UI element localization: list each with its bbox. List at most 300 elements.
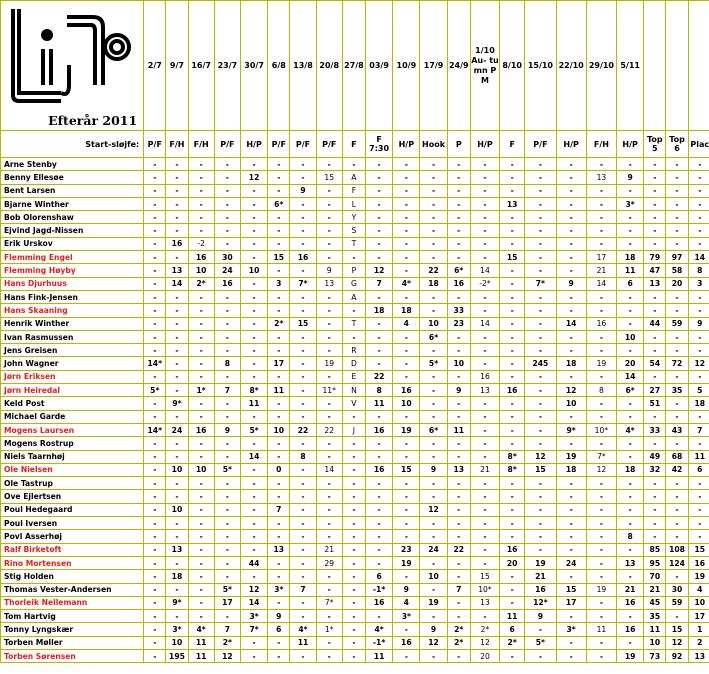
score-cell: -: [420, 171, 447, 184]
score-cell: D: [342, 357, 365, 370]
score-cell: -: [290, 649, 316, 662]
score-cell: -: [447, 184, 470, 197]
player-row: [1, 450, 709, 463]
summary-cell: 73: [644, 649, 666, 662]
score-cell: 5*: [240, 423, 267, 436]
start-loop-cell: P/F: [268, 131, 290, 158]
score-cell: 11: [188, 649, 214, 662]
score-cell: -: [316, 344, 342, 357]
summary-header: Top 6: [666, 131, 688, 158]
date-header: 20/8: [316, 1, 342, 131]
score-cell: 7: [447, 583, 470, 596]
summary-header-blank: [688, 1, 709, 131]
score-cell: 10: [617, 330, 644, 343]
score-cell: -: [525, 623, 556, 636]
score-cell: -: [342, 410, 365, 423]
score-cell: -: [366, 610, 393, 623]
score-cell: -: [342, 543, 365, 556]
score-cell: 9: [420, 463, 447, 476]
score-cell: -: [525, 437, 556, 450]
summary-cell: 49: [644, 450, 666, 463]
score-cell: -: [447, 211, 470, 224]
score-cell: -: [188, 304, 214, 317]
score-cell: 9: [447, 384, 470, 397]
score-cell: -: [366, 197, 393, 210]
score-cell: -: [556, 237, 586, 250]
score-cell: -: [500, 490, 525, 503]
score-cell: 4: [393, 317, 420, 330]
summary-cell: -: [666, 517, 688, 530]
score-cell: 14*: [144, 357, 166, 370]
score-cell: -: [144, 290, 166, 303]
score-cell: -: [240, 370, 267, 383]
score-cell: -: [586, 211, 616, 224]
score-cell: -: [144, 197, 166, 210]
player-name: Flemming Engel: [1, 251, 144, 264]
score-cell: -: [144, 649, 166, 662]
summary-cell: -: [644, 211, 666, 224]
date-header: 30/7: [240, 1, 267, 131]
score-cell: -: [470, 423, 499, 436]
score-cell: 10: [556, 397, 586, 410]
score-cell: -: [144, 211, 166, 224]
start-loop-row: [1, 131, 709, 158]
score-cell: -: [188, 437, 214, 450]
score-cell: -: [420, 211, 447, 224]
score-cell: -: [188, 290, 214, 303]
summary-cell: 42: [666, 463, 688, 476]
summary-cell: 15: [666, 623, 688, 636]
score-cell: -: [166, 517, 188, 530]
score-cell: -: [556, 304, 586, 317]
score-cell: 9: [393, 583, 420, 596]
score-cell: 17: [268, 357, 290, 370]
start-loop-cell: F/H: [188, 131, 214, 158]
score-cell: 7: [214, 623, 240, 636]
score-cell: -: [240, 211, 267, 224]
summary-cell: -: [688, 304, 709, 317]
score-cell: 14: [240, 450, 267, 463]
player-row: [1, 158, 709, 171]
score-cell: 15: [556, 583, 586, 596]
player-row: [1, 330, 709, 343]
score-cell: 19: [316, 357, 342, 370]
summary-cell: 14: [688, 251, 709, 264]
score-cell: -: [420, 397, 447, 410]
score-cell: 2*: [470, 623, 499, 636]
score-cell: -: [240, 357, 267, 370]
score-cell: -: [144, 277, 166, 290]
player-row: [1, 251, 709, 264]
score-cell: 10: [166, 463, 188, 476]
player-name: Hans Djurhuus: [1, 277, 144, 290]
summary-cell: -: [644, 503, 666, 516]
score-cell: 12: [556, 384, 586, 397]
score-cell: 16: [500, 543, 525, 556]
score-cell: -: [268, 450, 290, 463]
score-cell: -: [617, 437, 644, 450]
score-cell: 5*: [144, 384, 166, 397]
score-cell: 3*: [556, 623, 586, 636]
score-cell: -: [586, 610, 616, 623]
summary-cell: -: [644, 171, 666, 184]
score-cell: -: [470, 344, 499, 357]
score-cell: -: [420, 490, 447, 503]
score-cell: -: [240, 304, 267, 317]
summary-cell: 85: [644, 543, 666, 556]
score-cell: -: [393, 410, 420, 423]
score-cell: 16: [290, 251, 316, 264]
score-cell: -: [166, 251, 188, 264]
score-cell: -: [470, 184, 499, 197]
score-cell: -: [366, 171, 393, 184]
score-cell: -: [342, 649, 365, 662]
score-cell: -: [393, 171, 420, 184]
score-cell: -: [240, 317, 267, 330]
score-cell: -: [268, 224, 290, 237]
score-cell: -: [240, 197, 267, 210]
score-cell: -: [290, 503, 316, 516]
score-cell: 16: [447, 277, 470, 290]
score-cell: 13: [166, 264, 188, 277]
score-cell: E: [342, 370, 365, 383]
score-cell: -: [470, 251, 499, 264]
score-cell: -: [316, 197, 342, 210]
score-cell: -: [500, 277, 525, 290]
player-row: [1, 583, 709, 596]
score-cell: -: [342, 490, 365, 503]
score-cell: -: [240, 517, 267, 530]
score-cell: 2*: [214, 636, 240, 649]
summary-cell: 35: [644, 610, 666, 623]
score-cell: -: [214, 330, 240, 343]
score-cell: -: [393, 517, 420, 530]
score-cell: -: [366, 290, 393, 303]
score-cell: -: [617, 517, 644, 530]
score-cell: -: [316, 610, 342, 623]
score-cell: -: [316, 490, 342, 503]
score-cell: -: [316, 437, 342, 450]
summary-header: Top 5: [644, 131, 666, 158]
score-cell: -: [366, 437, 393, 450]
player-name: Bob Olorenshaw: [1, 211, 144, 224]
score-cell: -: [586, 437, 616, 450]
score-cell: -: [188, 503, 214, 516]
score-cell: -: [290, 530, 316, 543]
summary-cell: 12: [666, 636, 688, 649]
score-cell: -: [420, 251, 447, 264]
score-cell: -: [420, 477, 447, 490]
score-cell: -: [166, 304, 188, 317]
score-cell: -: [470, 304, 499, 317]
score-cell: R: [342, 344, 365, 357]
score-cell: -: [366, 224, 393, 237]
score-cell: -: [420, 290, 447, 303]
score-cell: 11*: [316, 384, 342, 397]
summary-cell: 3: [688, 277, 709, 290]
score-cell: -: [420, 370, 447, 383]
score-cell: -: [447, 570, 470, 583]
score-cell: -: [420, 384, 447, 397]
score-cell: -: [166, 610, 188, 623]
score-cell: -: [316, 517, 342, 530]
start-loop-cell: P: [447, 131, 470, 158]
score-cell: 10: [188, 463, 214, 476]
start-loop-cell: F/H: [166, 131, 188, 158]
score-cell: 11: [268, 384, 290, 397]
score-cell: 24: [166, 423, 188, 436]
score-cell: -: [166, 437, 188, 450]
player-row: [1, 277, 709, 290]
summary-cell: 45: [644, 596, 666, 609]
score-cell: -: [188, 317, 214, 330]
score-cell: -: [470, 171, 499, 184]
score-cell: J: [342, 423, 365, 436]
score-cell: -: [500, 437, 525, 450]
summary-cell: -: [666, 330, 688, 343]
player-name: Ole Nielsen: [1, 463, 144, 476]
score-cell: -: [290, 477, 316, 490]
score-cell: 6*: [447, 264, 470, 277]
score-cell: -: [188, 357, 214, 370]
score-cell: -: [240, 477, 267, 490]
score-cell: -: [214, 530, 240, 543]
score-cell: -: [447, 596, 470, 609]
score-cell: -: [342, 463, 365, 476]
score-cell: -: [366, 211, 393, 224]
score-cell: 20: [470, 649, 499, 662]
score-cell: -: [617, 477, 644, 490]
score-cell: -: [420, 344, 447, 357]
score-cell: -: [393, 450, 420, 463]
player-name: Ove Ejlertsen: [1, 490, 144, 503]
score-cell: -: [420, 583, 447, 596]
score-cell: -: [240, 636, 267, 649]
score-cell: 17: [586, 251, 616, 264]
score-cell: -: [617, 410, 644, 423]
score-cell: 9: [420, 623, 447, 636]
score-cell: -: [240, 649, 267, 662]
score-cell: 14: [316, 463, 342, 476]
summary-cell: -: [688, 490, 709, 503]
score-cell: -: [393, 197, 420, 210]
player-row: [1, 623, 709, 636]
score-cell: -: [366, 450, 393, 463]
player-row: [1, 636, 709, 649]
score-cell: -: [447, 397, 470, 410]
score-cell: 9*: [166, 397, 188, 410]
score-cell: -: [447, 490, 470, 503]
player-name: Ralf Birketoft: [1, 543, 144, 556]
summary-cell: -: [666, 344, 688, 357]
summary-cell: 7: [688, 423, 709, 436]
score-cell: -: [166, 290, 188, 303]
date-header: 15/10: [525, 1, 556, 131]
player-row: [1, 384, 709, 397]
score-cell: 7: [290, 583, 316, 596]
score-cell: -: [470, 530, 499, 543]
score-cell: -: [268, 596, 290, 609]
score-cell: 16: [366, 463, 393, 476]
score-cell: -: [290, 610, 316, 623]
score-cell: -: [144, 556, 166, 569]
score-cell: 12: [470, 636, 499, 649]
score-cell: -: [290, 397, 316, 410]
date-header: 8/10: [500, 1, 525, 131]
score-cell: -: [393, 503, 420, 516]
score-cell: 2*: [500, 636, 525, 649]
score-cell: 16: [500, 384, 525, 397]
summary-cell: 12: [688, 357, 709, 370]
score-cell: -: [144, 437, 166, 450]
score-cell: -: [268, 211, 290, 224]
score-cell: -: [617, 317, 644, 330]
score-cell: -: [420, 304, 447, 317]
summary-cell: 72: [666, 357, 688, 370]
score-cell: -: [556, 251, 586, 264]
score-cell: -: [556, 290, 586, 303]
date-header: 1/10 Au- tumn PM: [470, 1, 499, 131]
score-cell: -: [500, 344, 525, 357]
score-cell: -: [447, 556, 470, 569]
score-cell: -: [342, 583, 365, 596]
score-cell: -: [144, 503, 166, 516]
player-row: [1, 357, 709, 370]
score-cell: -: [586, 197, 616, 210]
score-cell: 10: [188, 264, 214, 277]
score-cell: 24: [214, 264, 240, 277]
score-cell: -: [188, 530, 214, 543]
score-cell: -: [342, 636, 365, 649]
score-cell: 7*: [290, 277, 316, 290]
score-cell: L: [342, 197, 365, 210]
score-cell: 10*: [470, 583, 499, 596]
score-cell: -: [342, 330, 365, 343]
score-cell: 15: [393, 463, 420, 476]
score-cell: -: [214, 197, 240, 210]
score-cell: -: [525, 158, 556, 171]
score-cell: -: [188, 556, 214, 569]
logo-cell: [1, 1, 144, 131]
score-cell: -: [166, 330, 188, 343]
score-cell: 8*: [500, 450, 525, 463]
score-cell: -: [447, 171, 470, 184]
score-cell: -: [366, 158, 393, 171]
summary-cell: 68: [666, 450, 688, 463]
score-cell: -: [188, 517, 214, 530]
score-cell: 18: [366, 304, 393, 317]
player-name: Hans Fink-Jensen: [1, 290, 144, 303]
score-cell: 22: [316, 423, 342, 436]
score-cell: -: [470, 330, 499, 343]
score-cell: -: [470, 610, 499, 623]
score-cell: -: [240, 224, 267, 237]
player-name: Torben Sørensen: [1, 649, 144, 662]
score-cell: 5*: [214, 583, 240, 596]
score-cell: -: [188, 184, 214, 197]
player-name: Ole Tastrup: [1, 477, 144, 490]
score-cell: -: [290, 237, 316, 250]
score-cell: 15: [316, 171, 342, 184]
score-cell: -: [290, 384, 316, 397]
summary-cell: -: [688, 344, 709, 357]
score-cell: -: [342, 477, 365, 490]
score-cell: -: [188, 610, 214, 623]
score-cell: -: [617, 543, 644, 556]
score-cell: -: [586, 410, 616, 423]
score-cell: 18: [556, 463, 586, 476]
player-name: Torben Møller: [1, 636, 144, 649]
score-cell: -: [144, 184, 166, 197]
score-cell: 10: [240, 264, 267, 277]
score-cell: -: [240, 570, 267, 583]
score-cell: -: [556, 171, 586, 184]
score-cell: -: [525, 224, 556, 237]
summary-cell: 13: [688, 649, 709, 662]
score-cell: -: [500, 596, 525, 609]
score-cell: -: [188, 570, 214, 583]
summary-cell: -: [644, 158, 666, 171]
score-cell: -: [166, 477, 188, 490]
summary-cell: -: [688, 211, 709, 224]
summary-cell: 11: [688, 450, 709, 463]
score-cell: -: [586, 649, 616, 662]
player-row: [1, 237, 709, 250]
score-cell: -: [316, 158, 342, 171]
score-cell: -: [366, 543, 393, 556]
player-name: Tonny Lyngskær: [1, 623, 144, 636]
summary-cell: 44: [644, 317, 666, 330]
score-cell: -: [214, 437, 240, 450]
score-cell: -: [556, 330, 586, 343]
score-cell: 14: [470, 264, 499, 277]
score-cell: -: [617, 237, 644, 250]
score-cell: -: [393, 490, 420, 503]
score-cell: 4*: [290, 623, 316, 636]
score-cell: -: [500, 370, 525, 383]
score-cell: -: [393, 330, 420, 343]
player-row: [1, 570, 709, 583]
player-row: [1, 171, 709, 184]
score-cell: -: [214, 490, 240, 503]
summary-cell: 35: [666, 384, 688, 397]
player-name: Bent Larsen: [1, 184, 144, 197]
score-cell: -: [556, 543, 586, 556]
score-cell: 18: [617, 463, 644, 476]
score-cell: -: [420, 649, 447, 662]
score-cell: Y: [342, 211, 365, 224]
date-header: 13/8: [290, 1, 316, 131]
score-cell: -: [586, 490, 616, 503]
player-name: Povl Asserhøj: [1, 530, 144, 543]
start-loop-cell: F: [500, 131, 525, 158]
score-cell: -: [366, 184, 393, 197]
score-cell: 8: [214, 357, 240, 370]
score-cell: -: [556, 158, 586, 171]
score-cell: -: [316, 410, 342, 423]
score-cell: -: [342, 530, 365, 543]
player-name: Erik Urskov: [1, 237, 144, 250]
summary-cell: 18: [688, 397, 709, 410]
summary-cell: -: [688, 517, 709, 530]
score-cell: -: [447, 503, 470, 516]
score-cell: -: [188, 224, 214, 237]
score-cell: -: [240, 530, 267, 543]
score-cell: 6: [268, 623, 290, 636]
score-cell: 18: [166, 570, 188, 583]
score-cell: -: [470, 224, 499, 237]
score-cell: -: [316, 237, 342, 250]
